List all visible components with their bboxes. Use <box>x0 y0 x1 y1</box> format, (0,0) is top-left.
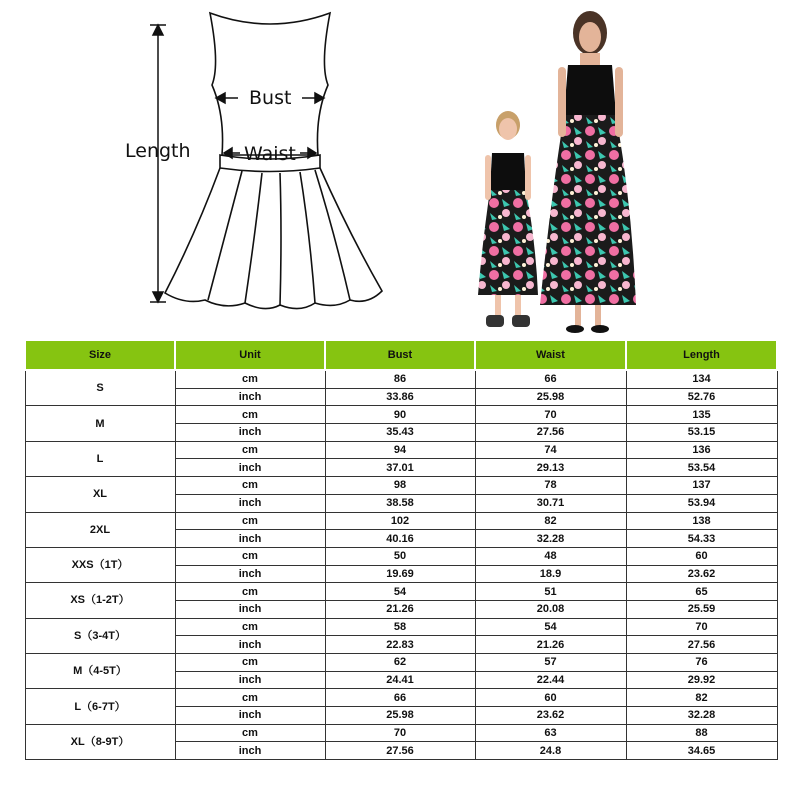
waist-cm-cell: 51 <box>475 583 626 601</box>
bust-inch-cell: 21.26 <box>325 600 475 618</box>
table-row <box>25 654 777 672</box>
unit-cell: inch <box>175 707 325 725</box>
waist-cm-cell: 78 <box>475 477 626 495</box>
unit-cell: cm <box>175 406 325 424</box>
table-row <box>25 512 777 530</box>
length-cm-cell: 70 <box>626 618 777 636</box>
bust-cm-cell: 62 <box>325 654 475 672</box>
waist-inch-cell: 22.44 <box>475 671 626 689</box>
waist-inch-cell: 23.62 <box>475 707 626 725</box>
length-cm-cell: 135 <box>626 406 777 424</box>
length-cm-cell: 88 <box>626 724 777 742</box>
dress-measurement-diagram <box>110 5 410 325</box>
length-label: Length <box>125 140 191 162</box>
table-row <box>25 583 777 601</box>
length-inch-cell: 53.15 <box>626 424 777 442</box>
length-arrow <box>150 25 166 302</box>
length-inch-cell: 52.76 <box>626 388 777 406</box>
length-cm-cell: 138 <box>626 512 777 530</box>
unit-cell: cm <box>175 689 325 707</box>
bust-inch-cell: 25.98 <box>325 707 475 725</box>
table-row <box>25 618 777 636</box>
unit-cell: cm <box>175 654 325 672</box>
unit-cell: inch <box>175 671 325 689</box>
unit-cell: cm <box>175 724 325 742</box>
size-cell: XL <box>25 477 175 512</box>
unit-cell: cm <box>175 512 325 530</box>
waist-inch-cell: 27.56 <box>475 424 626 442</box>
waist-inch-cell: 24.8 <box>475 742 626 760</box>
waist-inch-cell: 25.98 <box>475 388 626 406</box>
waist-cm-cell: 60 <box>475 689 626 707</box>
bust-cm-cell: 94 <box>325 441 475 459</box>
length-inch-cell: 29.92 <box>626 671 777 689</box>
length-cm-cell: 60 <box>626 547 777 565</box>
header-size: Size <box>25 340 175 370</box>
size-cell: L <box>25 441 175 476</box>
size-cell: M（4-5T） <box>25 654 175 689</box>
size-cell: L（6-7T） <box>25 689 175 724</box>
length-cm-cell: 65 <box>626 583 777 601</box>
unit-cell: cm <box>175 583 325 601</box>
bust-cm-cell: 50 <box>325 547 475 565</box>
length-inch-cell: 27.56 <box>626 636 777 654</box>
girl-figure <box>478 111 538 327</box>
length-inch-cell: 25.59 <box>626 600 777 618</box>
header-waist: Waist <box>475 340 626 370</box>
size-chart-table <box>24 339 778 760</box>
waist-cm-cell: 57 <box>475 654 626 672</box>
unit-cell: inch <box>175 459 325 477</box>
unit-cell: inch <box>175 530 325 548</box>
length-cm-cell: 137 <box>626 477 777 495</box>
bust-cm-cell: 90 <box>325 406 475 424</box>
bust-cm-cell: 58 <box>325 618 475 636</box>
table-row <box>25 441 777 459</box>
unit-cell: cm <box>175 441 325 459</box>
waist-inch-cell: 21.26 <box>475 636 626 654</box>
size-cell: XS（1-2T） <box>25 583 175 618</box>
size-cell: 2XL <box>25 512 175 547</box>
bust-inch-cell: 22.83 <box>325 636 475 654</box>
product-photo <box>440 5 650 335</box>
length-inch-cell: 53.54 <box>626 459 777 477</box>
size-cell: XL（8-9T） <box>25 724 175 759</box>
bust-inch-cell: 19.69 <box>325 565 475 583</box>
unit-cell: inch <box>175 388 325 406</box>
unit-cell: cm <box>175 477 325 495</box>
bust-cm-cell: 70 <box>325 724 475 742</box>
unit-cell: inch <box>175 742 325 760</box>
bust-cm-cell: 86 <box>325 370 475 388</box>
header-bust: Bust <box>325 340 475 370</box>
bust-inch-cell: 38.58 <box>325 494 475 512</box>
bust-inch-cell: 40.16 <box>325 530 475 548</box>
bust-cm-cell: 54 <box>325 583 475 601</box>
waist-cm-cell: 63 <box>475 724 626 742</box>
unit-cell: cm <box>175 547 325 565</box>
length-inch-cell: 32.28 <box>626 707 777 725</box>
table-row <box>25 477 777 495</box>
unit-cell: cm <box>175 618 325 636</box>
length-inch-cell: 23.62 <box>626 565 777 583</box>
waist-cm-cell: 82 <box>475 512 626 530</box>
waist-cm-cell: 70 <box>475 406 626 424</box>
table-row <box>25 724 777 742</box>
table-row <box>25 406 777 424</box>
waist-cm-cell: 48 <box>475 547 626 565</box>
size-cell: S（3-4T） <box>25 618 175 653</box>
bust-cm-cell: 102 <box>325 512 475 530</box>
length-cm-cell: 82 <box>626 689 777 707</box>
waist-cm-cell: 74 <box>475 441 626 459</box>
size-cell: S <box>25 370 175 406</box>
table-row <box>25 689 777 707</box>
unit-cell: inch <box>175 424 325 442</box>
bust-inch-cell: 24.41 <box>325 671 475 689</box>
bust-inch-cell: 35.43 <box>325 424 475 442</box>
waist-inch-cell: 18.9 <box>475 565 626 583</box>
size-cell: M <box>25 406 175 441</box>
table-row <box>25 547 777 565</box>
table-body <box>25 370 777 760</box>
table-row <box>25 370 777 388</box>
unit-cell: inch <box>175 565 325 583</box>
table-header-row <box>25 340 777 370</box>
unit-cell: cm <box>175 370 325 388</box>
bust-inch-cell: 27.56 <box>325 742 475 760</box>
waist-cm-cell: 54 <box>475 618 626 636</box>
length-cm-cell: 76 <box>626 654 777 672</box>
waist-label: Waist <box>244 143 296 165</box>
unit-cell: inch <box>175 600 325 618</box>
waist-inch-cell: 30.71 <box>475 494 626 512</box>
header-unit: Unit <box>175 340 325 370</box>
woman-figure <box>540 11 636 333</box>
waist-inch-cell: 29.13 <box>475 459 626 477</box>
waist-inch-cell: 32.28 <box>475 530 626 548</box>
length-cm-cell: 136 <box>626 441 777 459</box>
length-inch-cell: 54.33 <box>626 530 777 548</box>
length-inch-cell: 53.94 <box>626 494 777 512</box>
unit-cell: inch <box>175 636 325 654</box>
bust-cm-cell: 66 <box>325 689 475 707</box>
waist-inch-cell: 20.08 <box>475 600 626 618</box>
size-cell: XXS（1T） <box>25 547 175 582</box>
header-length: Length <box>626 340 777 370</box>
length-inch-cell: 34.65 <box>626 742 777 760</box>
length-cm-cell: 134 <box>626 370 777 388</box>
bust-cm-cell: 98 <box>325 477 475 495</box>
unit-cell: inch <box>175 494 325 512</box>
bust-inch-cell: 37.01 <box>325 459 475 477</box>
bust-label: Bust <box>249 87 292 109</box>
waist-cm-cell: 66 <box>475 370 626 388</box>
bust-inch-cell: 33.86 <box>325 388 475 406</box>
